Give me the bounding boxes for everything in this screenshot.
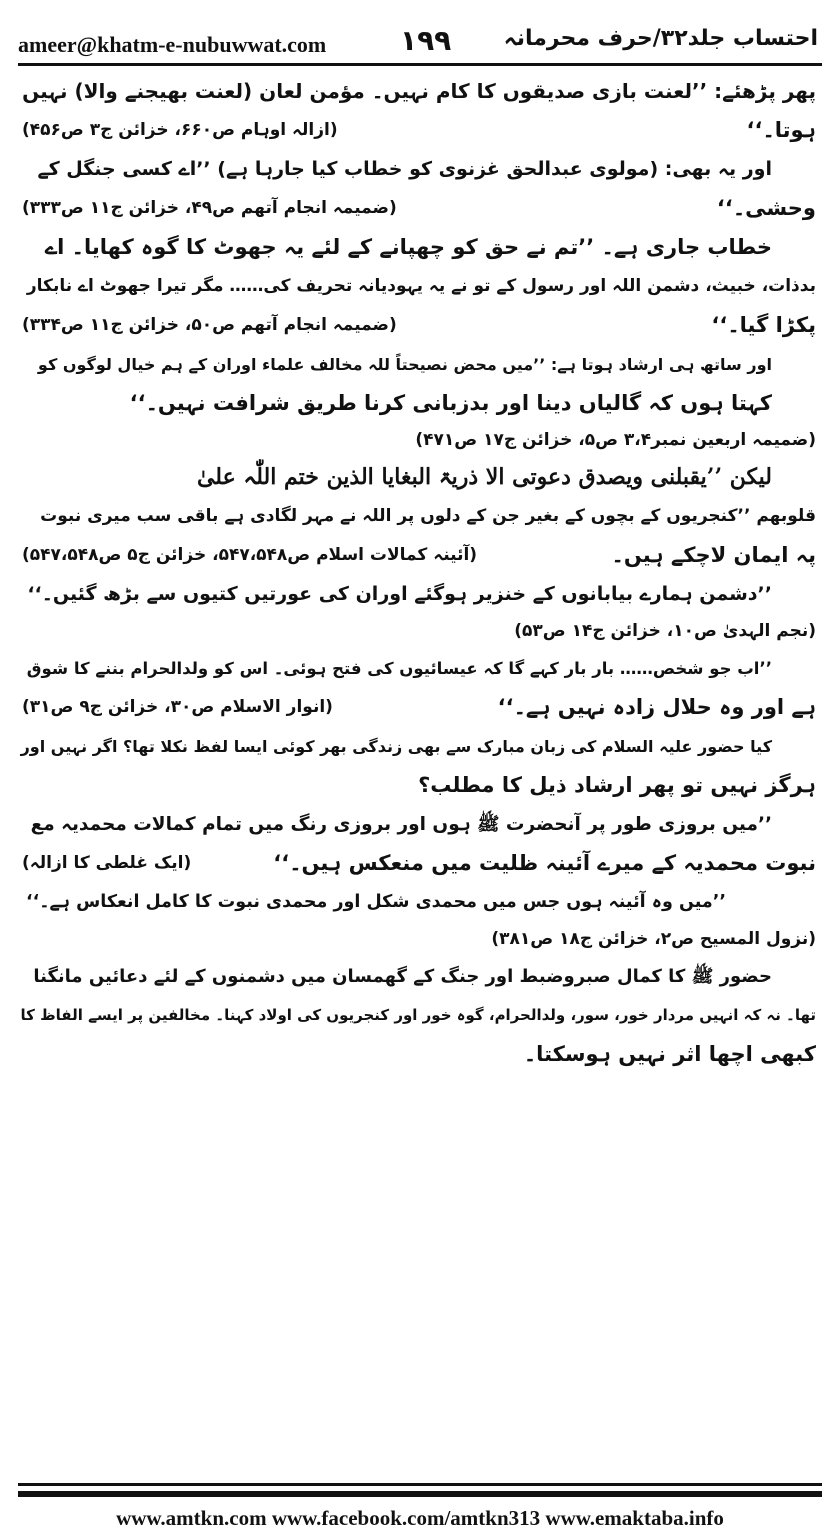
reference-line [22,423,816,458]
text-line [22,150,816,189]
line-text: کیا حضور علیہ السلام کی زبان مبارک سے بھی زندگی بھر کوئی ایسا لفظ نکلا تھا؟ اگر نہیں اور [20,737,772,756]
page-number: ۱۹۹ [400,24,452,57]
line-text: ’’میں بروزی طور پر آنحضرت ﷺ ہوں اور بروزی رنگ میں تمام کمالات محمدیہ مع [30,814,772,835]
line-text: خطاب جاری ہے۔ ’’تم نے حق کو چھپانے کے لئے یہ جھوٹ کا گوہ کھایا۔ اے [44,235,772,259]
text-line [22,727,816,766]
text-line [22,844,816,883]
inline-reference: (ازالہ اوہام ص۶۶۰، خزائن ج۳ ص۴۵۶) [22,120,338,140]
page-body [22,72,816,1468]
text-line [22,996,816,1035]
text-line [22,458,816,497]
text-line [22,649,816,688]
page-header [18,10,822,60]
line-text: ہرگز نہیں تو پھر ارشاد ذیل کا مطلب؟ [418,773,816,797]
inline-reference: (آئینہ کمالات اسلام ص۵۴۷،۵۴۸، خزائن ج۵ ص۵۴۷،۵۴۸) [22,545,478,565]
line-text: پھر پڑھئے: ’’لعنت بازی صدیقوں کا کام نہیں۔ مؤمن لعان (لعنت بھیجنے والا) نہیں [22,79,816,103]
line-text: تھا۔ نہ کہ انہیں مردار خور، سور، ولدالحرام، گوہ خور اور کنجریوں کی اولاد کہنا۔ مخالفین پر ایسے الفاظ کا [20,1006,816,1024]
line-text: ہوتا۔‘‘ [746,118,816,142]
line-text: ’’میں وہ آئینہ ہوں جس میں محمدی شکل اور محمدی نبوت کا کامل انعکاس ہے۔‘‘ [25,892,726,912]
reference-line [22,614,816,649]
line-text: لیکن ’’یقبلنی ویصدق دعوتی الا ذریۃ البغایا الذین ختم اللّٰہ علیٰ [196,464,772,490]
line-text: (نجم الہدیٰ ص۱۰، خزائن ج۱۴ ص۵۳) [514,621,816,641]
footer-links[interactable]: www.amtkn.com www.facebook.com/amtkn313 www.emaktaba.info [116,1506,724,1530]
line-text: قلوبھم ’’کنجریوں کے بچوں کے بغیر جن کے دلوں پر اللہ نے مہر لگادی ہے باقی سب میری نبوت [40,506,816,526]
text-line [22,345,816,384]
line-text: پہ ایمان لاچکے ہیں۔ [611,543,816,567]
line-text: کبھی اچھا اثر نہیں ہوسکتا۔ [523,1042,816,1066]
footer-rule-thin [18,1483,822,1486]
text-line [22,766,816,805]
text-line [22,957,816,996]
line-text: کہتا ہوں کہ گالیاں دینا اور بدزبانی کرنا طریق شرافت نہیں۔‘‘ [129,391,772,415]
text-line [22,384,816,423]
header-email[interactable]: ameer@khatm-e-nubuwwat.com [18,32,327,57]
text-line [22,111,816,150]
text-line [22,189,816,228]
inline-reference: (ضمیمہ انجام آتھم ص۵۰، خزائن ج۱۱ ص۳۳۴) [22,315,397,335]
inline-reference: (ضمیمہ انجام آتھم ص۴۹، خزائن ج۱۱ ص۳۳۳) [22,198,397,218]
text-line [22,267,816,306]
line-text: اور یہ بھی: (مولوی عبدالحق غزنوی کو خطاب کیا جارہا ہے) ’’اے کسی جنگل کے [37,158,772,180]
text-line [22,1035,816,1074]
line-text: نبوت محمدیہ کے میرے آئینہ ظلیت میں منعکس ہیں۔‘‘ [273,851,816,875]
text-line [22,72,816,111]
text-line [22,805,816,844]
line-text: (نزول المسیح ص۲، خزائن ج۱۸ ص۳۸۱) [491,929,816,949]
line-text: ہے اور وہ حلال زادہ نہیں ہے۔‘‘ [497,695,816,719]
text-line [22,688,816,727]
line-text: پکڑا گیا۔‘‘ [711,313,816,337]
footer-rule-thick [18,1491,822,1497]
line-text: بدذات، خبیث، دشمن اللہ اور رسول کے تو نے یہ یہودیانہ تحریف کی…… مگر تیرا جھوٹ اے نابکار [26,276,816,296]
text-line [22,497,816,536]
text-line [22,536,816,575]
reference-line [22,922,816,957]
line-text: ’’اب جو شخص…… بار بار کہے گا کہ عیسائیوں کی فتح ہوئی۔ اس کو ولدالحرام بننے کا شوق [26,659,772,678]
running-title: احتساب جلد۳۲/حرف محرمانہ [503,26,818,51]
line-text: (ضمیمہ اربعین نمبر۳،۴ ص۵، خزائن ج۱۷ ص۴۷۱) [415,430,816,450]
line-text: ’’دشمن ہمارے بیابانوں کے خنزیر ہوگئے اوران کی عورتیں کتیوں سے بڑھ گئیں۔‘‘ [27,583,772,605]
line-text: وحشی۔‘‘ [716,196,816,220]
line-text: اور ساتھ ہی ارشاد ہوتا ہے: ’’میں محض نصیحتاً للہ مخالف علماء اوران کے ہم خیال لوگوں کو [37,355,772,374]
inline-reference: (انوار الاسلام ص۳۰، خزائن ج۹ ص۳۱) [22,697,333,717]
header-rule [18,63,822,66]
text-line [22,575,816,614]
inline-reference: (ایک غلطی کا ازالہ) [22,853,192,873]
text-line [22,228,816,267]
text-line [22,306,816,345]
line-text: حضور ﷺ کا کمال صبروضبط اور جنگ کے گھمسان میں دشمنوں کے لئے دعائیں مانگنا [33,966,772,987]
text-line [22,883,816,922]
